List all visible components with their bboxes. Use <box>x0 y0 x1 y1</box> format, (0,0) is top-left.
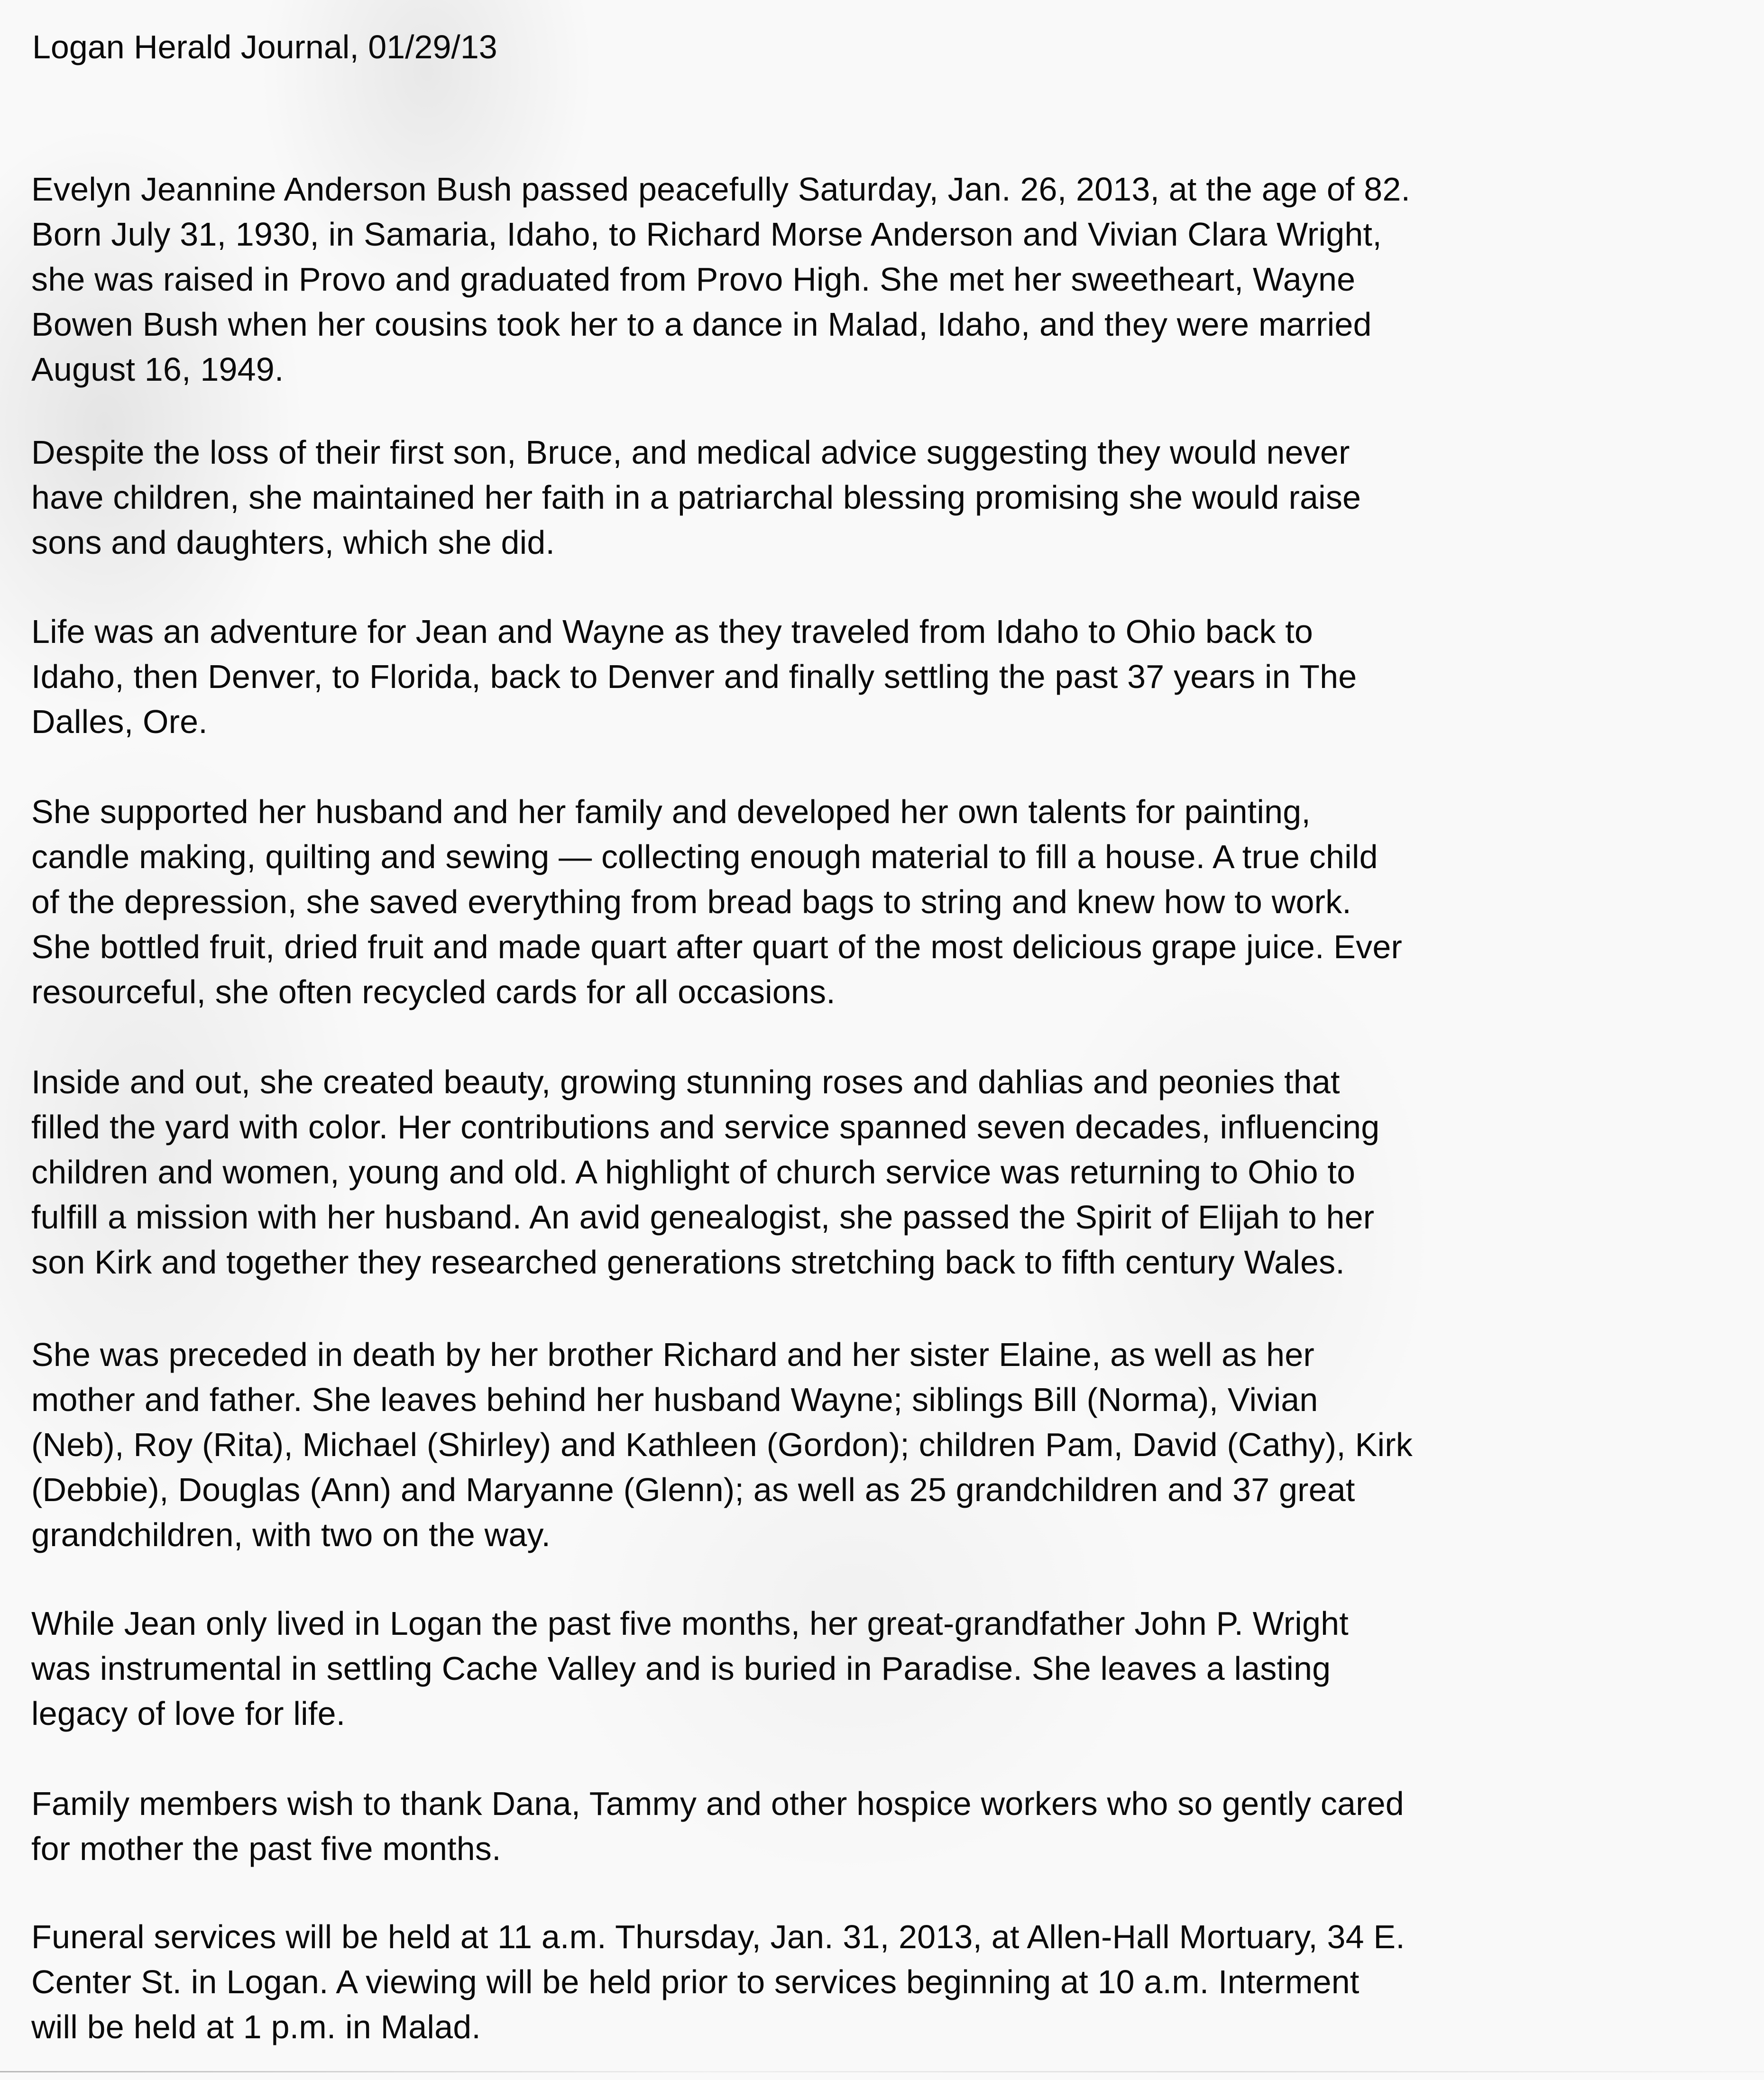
paragraph-birth-marriage <box>31 167 1410 392</box>
text-line: (Neb), Roy (Rita), Michael (Shirley) and Kathleen (Gordon); children Pam, David (Cathy), Kirk <box>31 1426 1413 1463</box>
text-line: She bottled fruit, dried fruit and made quart after quart of the most delicious grape juice. Ever <box>31 928 1402 965</box>
text-line: Inside and out, she created beauty, growing stunning roses and dahlias and peonies that <box>31 1063 1340 1100</box>
text-line: Dalles, Ore. <box>31 703 208 740</box>
text-line: fulfill a mission with her husband. An avid genealogist, she passed the Spirit of Elijah to her <box>31 1199 1375 1236</box>
text-line: Born July 31, 1930, in Samaria, Idaho, to Richard Morse Anderson and Vivian Clara Wright, <box>31 216 1382 253</box>
text-line: she was raised in Provo and graduated from Provo High. She met her sweetheart, Wayne <box>31 261 1356 298</box>
text-line: Despite the loss of their first son, Bruce, and medical advice suggesting they would never <box>31 434 1350 471</box>
text-line: sons and daughters, which she did. <box>31 524 555 561</box>
paragraph-beauty-service <box>31 1060 1379 1285</box>
text-line: son Kirk and together they researched generations stretching back to fifth century Wales. <box>31 1244 1345 1281</box>
paragraph-travels <box>31 609 1357 744</box>
paragraph-thanks <box>31 1781 1404 1871</box>
text-line: Idaho, then Denver, to Florida, back to Denver and finally settling the past 37 years in The <box>31 658 1357 695</box>
text-line: She supported her husband and her family and developed her own talents for painting, <box>31 793 1311 830</box>
text-line: Bowen Bush when her cousins took her to a dance in Malad, Idaho, and they were married <box>31 306 1372 343</box>
paragraph-logan-legacy <box>31 1601 1349 1736</box>
text-line: August 16, 1949. <box>31 351 284 388</box>
text-line: resourceful, she often recycled cards for all occasions. <box>31 973 836 1010</box>
text-line: candle making, quilting and sewing — collecting enough material to fill a house. A true child <box>31 838 1378 875</box>
paragraph-children <box>31 430 1361 565</box>
scan-edge-line <box>0 2071 1764 2072</box>
text-line: Center St. in Logan. A viewing will be held prior to services beginning at 10 a.m. Interment <box>31 1963 1360 2000</box>
text-line: was instrumental in settling Cache Valley and is buried in Paradise. She leaves a lasting <box>31 1650 1331 1687</box>
paragraph-funeral-services <box>31 1915 1405 2050</box>
text-line: She was preceded in death by her brother Richard and her sister Elaine, as well as her <box>31 1336 1314 1373</box>
text-line: grandchildren, with two on the way. <box>31 1516 551 1553</box>
text-line: children and women, young and old. A highlight of church service was returning to Ohio to <box>31 1154 1356 1191</box>
text-line: Family members wish to thank Dana, Tammy and other hospice workers who so gently cared <box>31 1785 1404 1822</box>
paragraph-talents <box>31 789 1402 1015</box>
text-line: for mother the past five months. <box>31 1830 501 1867</box>
text-line: Funeral services will be held at 11 a.m. Thursday, Jan. 31, 2013, at Allen-Hall Mortuary, 34 E. <box>31 1918 1405 1955</box>
text-line: of the depression, she saved everything from bread bags to string and knew how to work. <box>31 883 1351 920</box>
text-line: While Jean only lived in Logan the past five months, her great-grandfather John P. Wright <box>31 1605 1349 1642</box>
text-line: legacy of love for life. <box>31 1695 346 1732</box>
text-line: mother and father. She leaves behind her husband Wayne; siblings Bill (Norma), Vivian <box>31 1381 1318 1418</box>
text-line: filled the yard with color. Her contributions and service spanned seven decades, influencing <box>31 1109 1380 1145</box>
publication-header: Logan Herald Journal, 01/29/13 <box>32 28 497 65</box>
text-line: Evelyn Jeannine Anderson Bush passed peacefully Saturday, Jan. 26, 2013, at the age of 82. <box>31 171 1411 208</box>
text-line: will be held at 1 p.m. in Malad. <box>31 2008 481 2045</box>
text-line: have children, she maintained her faith in a patriarchal blessing promising she would raise <box>31 479 1361 516</box>
text-line: Life was an adventure for Jean and Wayne as they traveled from Idaho to Ohio back to <box>31 613 1313 650</box>
paragraph-survivors <box>31 1332 1413 1558</box>
text-line: (Debbie), Douglas (Ann) and Maryanne (Glenn); as well as 25 grandchildren and 37 great <box>31 1471 1355 1508</box>
